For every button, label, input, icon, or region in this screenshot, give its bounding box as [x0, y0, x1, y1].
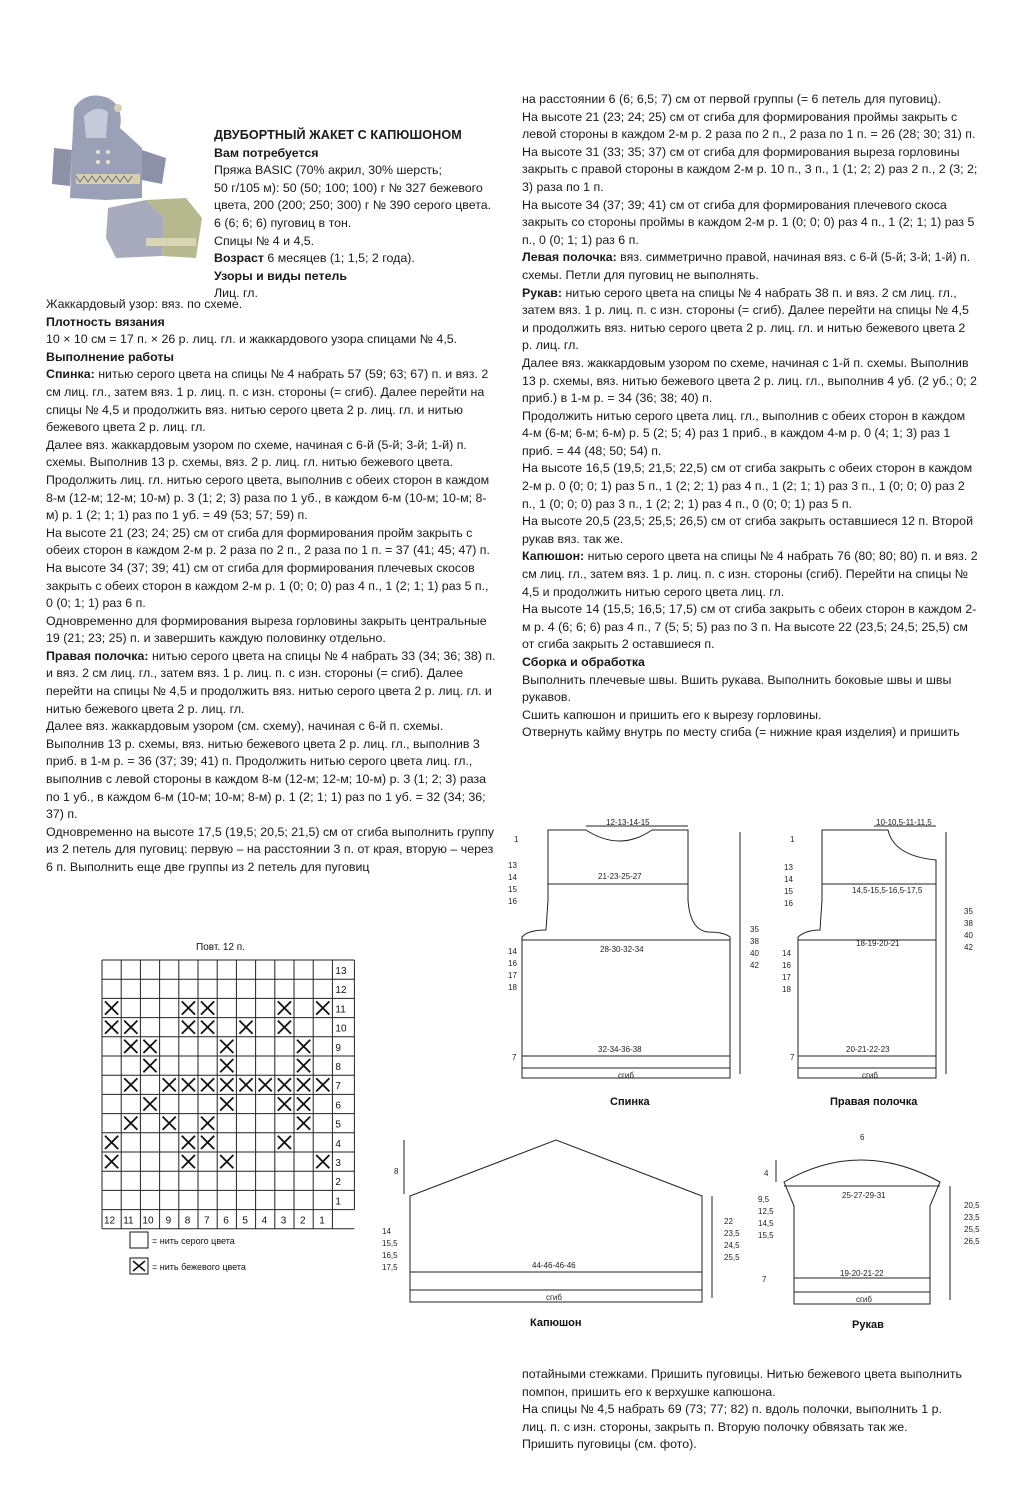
- hood-top-dim: 8: [394, 1167, 399, 1176]
- patterns-value: Лиц. гл.: [214, 286, 258, 301]
- hood-side-dim: 15,5: [382, 1239, 398, 1248]
- legend-gray-label: = нить серого цвета: [152, 1236, 235, 1246]
- paragraph: На спицы № 4,5 набрать 69 (73; 77; 82) п. вдоль полочки, выполнить 1 р. лиц. п. с изн. стороны, закрыть п. Вторую полочку обвязать так же.: [522, 1402, 942, 1434]
- beige-stitch-cell: [316, 1078, 329, 1091]
- paragraph-text: Отвернуть кайму внутрь по месту сгиба (= нижние края изделия) и пришить: [522, 725, 960, 740]
- chart-col-number: 1: [319, 1215, 325, 1227]
- back-caption: Спинка: [610, 1096, 650, 1108]
- legend-beige-label: = нить бежевого цвета: [152, 1262, 246, 1272]
- paragraph-text: Продолжить лиц. гл. нитью серого цвета, выполнив с обеих сторон в каждом 8-м (12-м; 12-м; 10-м) р. 3 (1; 2; 3) раза по 1 уб., в каждом 6-м (10-м; 10-м; 8-м) р. 1 (2; 1; 1) раз по 1 уб. = 49 (53; 57; 59) п.: [46, 472, 490, 523]
- beige-stitch-cell: [182, 1136, 195, 1149]
- front-height-dim: 42: [964, 943, 973, 952]
- chart-col-number: 2: [300, 1215, 306, 1227]
- chart-col-number: 12: [104, 1215, 116, 1227]
- paragraph-text: На высоте 21 (23; 24; 25) см от сгиба для формирования проймы закрыть с левой стороны в каждом 2-м р. 2 раза по 2 п., 2 раза по 1 п. = 26 (28; 30; 31) п.: [522, 109, 976, 142]
- yarn-line: Пряжа BASIC (70% акрил, 30% шерсть;: [214, 163, 442, 178]
- back-left-top: 1: [514, 835, 519, 844]
- section-heading: Капюшон:: [522, 549, 585, 564]
- paragraph-text: Далее вяз. жаккардовым узором (см. схему), начиная с 6-й п. схемы. Выполнив 13 р. схемы, вяз. нитью бежевого цвета 2 р. лиц. гл., выполнив 3 приб. в 1-м р. = 36 (37; 39; 41) п. Продолжить нитью серого цвета лиц. гл., выполнив с левой стороны в каждом 8-м (12-м; 12-м; 10-м) р. 3 (1; 2; 3) раза по 1 уб., в каждом 6-м (10-м; 10-м; 8-м) р. 1 (2; 1; 1) раз по 1 уб. = 32 (34; 36; 37) п.: [46, 719, 487, 822]
- sleeve-upper-dim: 25-27-29-31: [842, 1191, 886, 1200]
- sleeve-cap-dim: 4: [764, 1169, 769, 1178]
- front-mid-dim: 18-19-20-21: [856, 939, 900, 948]
- sleeve-labels: [758, 1133, 980, 1331]
- back-height-dim: 35: [750, 925, 759, 934]
- materials-heading: Вам потребуется: [214, 145, 319, 160]
- sleeve-height-dim: 25,5: [964, 1225, 980, 1234]
- beige-stitch-cell: [124, 1040, 137, 1053]
- chart-col-number: 5: [242, 1215, 248, 1227]
- beige-stitch-cell: [182, 1155, 195, 1168]
- front-left-top: 1: [790, 835, 795, 844]
- back-side-dim: 16: [508, 959, 517, 968]
- hood-side-dim: 14: [382, 1227, 391, 1236]
- hood-height-dim: 23,5: [724, 1229, 740, 1238]
- beige-stitch-cell: [220, 1040, 233, 1053]
- sleeve-caption: Рукав: [852, 1319, 884, 1331]
- hood-caption: Капюшон: [530, 1317, 582, 1329]
- back-top-dim: 12-13-14-15: [606, 818, 650, 827]
- beige-stitch-cell: [201, 1001, 214, 1014]
- back-arm-dim: 13: [508, 861, 517, 870]
- back-height-dim: 42: [750, 961, 759, 970]
- front-fold-label: сгиб: [862, 1071, 878, 1080]
- beige-stitch-cell: [220, 1059, 233, 1072]
- beige-stitch-cell: [105, 1001, 118, 1014]
- front-upper-dim: 14,5-15,5-16,5-17,5: [852, 886, 923, 895]
- beige-stitch-cell: [143, 1040, 156, 1053]
- beige-stitch-cell: [278, 1001, 291, 1014]
- chart-legend: [130, 1232, 246, 1274]
- hood-height-dim: 25,5: [724, 1253, 740, 1262]
- paragraph-text: На высоте 34 (37; 39; 41) см от сгиба для формирования плечевых скосов закрыть с обеих сторон в каждом 2-м р. 1 (0; 0; 0) раз 4 п., 1 (2; 1; 1) раз 5 п., 0 (0; 1; 1) раз 6 п.: [46, 560, 489, 611]
- beige-stitch-cell: [163, 1117, 176, 1130]
- beige-stitch-cell: [297, 1040, 310, 1053]
- section-heading: Левая полочка:: [522, 250, 617, 265]
- paragraph-text: Далее вяз. жаккардовым узором по схеме, начиная с 6-й (5-й; 3-й; 1-й) п. схемы. Выполнив 13 р. схемы, вяз. 2 р. лиц. гл. нитью бежевого цвета.: [46, 437, 467, 470]
- sleeve-height-dim: 20,5: [964, 1201, 980, 1210]
- beige-stitch-cell: [143, 1097, 156, 1110]
- beige-stitch-cell: [143, 1059, 156, 1072]
- hood-side-dim: 16,5: [382, 1251, 398, 1260]
- back-upper-dim: 21-23-25-27: [598, 872, 642, 881]
- section-heading: Плотность вязания: [46, 314, 165, 329]
- sleeve-schematic: [776, 1160, 950, 1304]
- beige-stitch-cell: [316, 1155, 329, 1168]
- buttons-line: 6 (6; 6; 6) пуговиц в тон.: [214, 215, 352, 230]
- paragraph: Пришить пуговицы (см. фото).: [522, 1437, 697, 1452]
- patterns-heading: Узоры и виды петель: [214, 268, 347, 283]
- section-heading: Рукав:: [522, 285, 562, 300]
- chart-row-number: 11: [335, 1004, 346, 1016]
- chart-row-number: 3: [335, 1158, 341, 1169]
- chart-row-number: 13: [335, 966, 347, 977]
- section-heading: Выполнение работы: [46, 349, 174, 364]
- paragraph-text: нитью серого цвета на спицы № 4 набрать 33 (34; 36; 38) п. и вяз. 2 см лиц. гл., затем вяз. 1 р. лиц. п. с изн. стороны (= сгиб). Далее перейти на спицы № 4,5 и продолжить вяз. нитью серого цвета 2 р. лиц. гл. и нитью бежевого цвета 2 р. лиц. гл.: [46, 648, 496, 716]
- sleeve-height-dim: 23,5: [964, 1213, 980, 1222]
- beige-stitch-cell: [201, 1117, 214, 1130]
- front-hem-dim: 7: [790, 1053, 795, 1062]
- beige-stitch-cell: [220, 1097, 233, 1110]
- beige-stitch-cell: [239, 1021, 252, 1034]
- chart-col-number: 6: [223, 1215, 229, 1227]
- beige-stitch-cell: [182, 1021, 195, 1034]
- sleeve-side-dim: 15,5: [758, 1231, 774, 1240]
- back-arm-dim: 16: [508, 897, 517, 906]
- beige-stitch-cell: [278, 1021, 291, 1034]
- chart-row-number: 8: [335, 1062, 341, 1073]
- chart-col-number: 3: [280, 1215, 287, 1227]
- chart-col-number: 11: [123, 1215, 134, 1227]
- paragraph-text: На высоте 16,5 (19,5; 21,5; 22,5) см от сгиба закрыть с обеих сторон в каждом 2-м р. 0 (0; 0; 1) раз 5 п., 1 (2; 2; 1) раз 4 п., 1 (2; 1; 1) раз 3 п., 1 (0; 0; 0) раз 2 п., 1 (0; 0; 0) раз 3 п., 1 (2; 2; 1) раз 4 п., 0 (0; 0; 1) раз 5 п.: [522, 461, 973, 511]
- front-side-dim: 14: [782, 949, 791, 958]
- front-height-dim: 35: [964, 907, 973, 916]
- hood-bottom-dim: 44-46-46-46: [532, 1261, 576, 1270]
- beige-stitch-cell: [297, 1117, 310, 1130]
- hood-height-dim: 24,5: [724, 1241, 740, 1250]
- beige-stitch-cell: [278, 1097, 291, 1110]
- chart-col-number: 7: [204, 1215, 210, 1227]
- paragraph-text: 10 × 10 см = 17 п. × 26 р. лиц. гл. и жаккардового узора спицами № 4,5.: [46, 332, 458, 347]
- chart-repeat-label: Повт. 12 п.: [196, 942, 245, 953]
- front-height-dim: 40: [964, 931, 973, 940]
- gray-swatch: [130, 1232, 148, 1248]
- sleeve-height-dim: 26,5: [964, 1237, 980, 1246]
- chart-row-number: 12: [335, 985, 347, 997]
- front-arm-dim: 15: [784, 887, 793, 896]
- section-heading: Спинка:: [46, 367, 95, 382]
- front-top-dim: 10-10,5-11-11,5: [876, 818, 932, 827]
- sleeve-side-dim: 14,5: [758, 1219, 774, 1228]
- page-title: ДВУБОРТНЫЙ ЖАКЕТ С КАПЮШОНОМ: [214, 128, 462, 142]
- paragraph-text: На высоте 20,5 (23,5; 25,5; 26,5) см от сгиба закрыть оставшиеся 12 п. Второй рукав вяз. так же.: [522, 514, 973, 546]
- paragraph-text: нитью серого цвета на спицы № 4 набрать 38 п. и вяз. 2 см лиц. гл., затем вяз. 1 р. лиц. п. с изн. стороны (= сгиб). Далее перейти на спицы № 4,5 и продолжить вяз. нитью серого цвета 2 р. лиц. гл. и нитью бежевого цвета 2 р. лиц. гл.: [522, 285, 969, 353]
- front-arm-dim: 16: [784, 899, 793, 908]
- back-side-dim: 14: [508, 947, 517, 956]
- beige-stitch-cell: [182, 1001, 195, 1014]
- paragraph-text: нитью серого цвета на спицы № 4 набрать 57 (59; 63; 67) п. и вяз. 2 см лиц. гл., затем вяз. 1 р. лиц. п. с изн. стороны (= сгиб). Далее перейти на спицы № 4,5 и продолжить вяз. нитью серого цвета 2 р. лиц. гл. и нитью бежевого цвета 2 р. лиц. гл.: [46, 367, 489, 435]
- front-caption: Правая полочка: [830, 1096, 918, 1108]
- paragraph: потайными стежками. Пришить пуговицы. Нитью бежевого цвета выполнить помпон, пришить его к верхушке капюшона.: [522, 1367, 962, 1399]
- age-value: 6 месяцев (1; 1,5; 2 года).: [263, 251, 415, 266]
- beige-stitch-cell: [297, 1078, 310, 1091]
- sleeve-side-dim: 12,5: [758, 1207, 774, 1216]
- chart-row-number: 7: [335, 1081, 341, 1093]
- chart-row-number: 5: [335, 1119, 341, 1131]
- paragraph-text: На высоте 34 (37; 39; 41) см от сгиба для формирования плечевого скоса закрыть со стороны проймы в каждом 2-м р. 1 (0; 0; 0) раз 4 п., 1 (2; 1; 1) раз 5 п., 0 (0; 1; 1) раз 6 п.: [522, 197, 975, 247]
- paragraph-text: нитью серого цвета на спицы № 4 набрать 76 (80; 80; 80) п. и вяз. 2 см лиц. гл., затем вяз. 1 р. лиц. п. с изн. стороны (сгиб). Перейти на спицы № 4,5 и продолжить нитью серого цвета лиц. гл.: [522, 549, 978, 599]
- back-labels: [508, 818, 759, 1108]
- section-heading: Сборка и обработка: [522, 655, 645, 669]
- beige-stitch-cell: [105, 1021, 118, 1034]
- paragraph-text: Одновременно на высоте 17,5 (19,5; 20,5; 21,5) см от сгиба выполнить группу из 2 петель для пуговиц: первую – на расстоянии 3 п. от края, вторую – через 6 п. Выполнить еще две группы из 2 петель для пуговиц: [46, 824, 495, 874]
- back-arm-dim: 15: [508, 885, 517, 894]
- beige-stitch-cell: [297, 1097, 310, 1110]
- front-side-dim: 18: [782, 985, 791, 994]
- beige-stitch-cell: [239, 1078, 252, 1091]
- beige-stitch-cell: [278, 1078, 291, 1091]
- back-height-dim: 38: [750, 937, 759, 946]
- back-bottom-dim: 32-34-36-38: [598, 1045, 642, 1054]
- back-arm-dim: 14: [508, 873, 517, 882]
- chart-col-number: 8: [184, 1215, 191, 1227]
- paragraph-text: Далее вяз. жаккардовым узором по схеме, начиная с 1-й п. схемы. Выполнив 13 р. схемы, вяз. нитью бежевого цвета 2 р. лиц. гл., выполнив 4 уб. (2 уб.; 0; 2 приб.) в 1-м р. = 34 (36; 38; 40) п.: [522, 355, 977, 406]
- back-height-dim: 40: [750, 949, 759, 958]
- hood-fold-label: сгиб: [546, 1293, 562, 1302]
- section-heading: Правая полочка:: [46, 648, 149, 663]
- sleeve-bottom-dim: 19-20-21-22: [840, 1269, 884, 1278]
- front-side-dim: 17: [782, 973, 791, 982]
- hood-side-dim: 17,5: [382, 1263, 398, 1272]
- beige-stitch-cell: [124, 1117, 137, 1130]
- front-labels: [782, 818, 973, 1108]
- hood-height-dim: 22: [724, 1217, 733, 1226]
- beige-stitch-cell: [182, 1078, 195, 1091]
- beige-stitch-cell: [201, 1021, 214, 1034]
- front-arm-dim: 13: [784, 863, 793, 872]
- chart-col-number: 10: [142, 1215, 154, 1227]
- beige-stitch-cell: [316, 1001, 329, 1014]
- jacquard-chart: [102, 942, 354, 1229]
- back-side-dim: 17: [508, 971, 517, 980]
- paragraph-text: На высоте 14 (15,5; 16,5; 17,5) см от сгиба закрыть с обеих сторон в каждом 2-м р. 4 (6; 6; 6) раз 4 п., 7 (5; 5; 5) раз по 3 п. На высоте 22 (23,5; 24,5; 25,5) см от сгиба закрыть 2 оставшиеся п.: [522, 602, 977, 652]
- chart-col-number: 4: [261, 1215, 268, 1227]
- sleeve-top-dim: 6: [860, 1133, 865, 1142]
- chart-row-number: 2: [335, 1177, 341, 1189]
- front-bottom-dim: 20-21-22-23: [846, 1045, 890, 1054]
- hood-schematic: [404, 1140, 712, 1302]
- chart-row-number: 10: [335, 1023, 347, 1035]
- beige-stitch-cell: [163, 1078, 176, 1091]
- chart-row-number: 4: [335, 1138, 341, 1150]
- beige-stitch-cell: [220, 1155, 233, 1168]
- back-side-dim: 18: [508, 983, 517, 992]
- yarn-line: цвета, 200 (200; 250; 300) г № 390 серого цвета.: [214, 198, 492, 213]
- sleeve-hem-dim: 7: [762, 1275, 767, 1284]
- beige-stitch-cell: [105, 1136, 118, 1149]
- back-fold-label: сгиб: [618, 1071, 634, 1080]
- back-hem-dim: 7: [512, 1053, 517, 1062]
- hood-labels: [382, 1167, 740, 1329]
- beige-stitch-cell: [259, 1078, 272, 1091]
- beige-stitch-cell: [201, 1136, 214, 1149]
- front-height-dim: 38: [964, 919, 973, 928]
- front-schematic: [798, 826, 946, 1078]
- front-side-dim: 16: [782, 961, 791, 970]
- chart-row-number: 1: [335, 1196, 341, 1208]
- paragraph-text: на расстоянии 6 (6; 6,5; 7) см от первой группы (= 6 петель для пуговиц).: [522, 92, 942, 106]
- needles-line: Спицы № 4 и 4,5.: [214, 233, 315, 248]
- paragraph-text: Выполнить плечевые швы. Вшить рукава. Выполнить боковые швы и швы рукавов.: [522, 672, 952, 705]
- beige-stitch-cell: [297, 1059, 310, 1072]
- beige-stitch-cell: [124, 1078, 137, 1091]
- beige-stitch-cell: [278, 1136, 291, 1149]
- sleeve-side-dim: 9,5: [758, 1195, 770, 1204]
- beige-stitch-cell: [105, 1155, 118, 1168]
- paragraph-text: Сшить капюшон и пришить его к вырезу горловины.: [522, 707, 822, 722]
- beige-stitch-cell: [220, 1078, 233, 1091]
- paragraph-text: Одновременно для формирования выреза горловины закрыть центральные 19 (21; 23; 25) п. и завершить каждую половинку отдельно.: [46, 613, 487, 646]
- chart-row-number: 9: [335, 1042, 341, 1054]
- paragraph-text: На высоте 31 (33; 35; 37) см от сгиба для формирования выреза горловины закрыть с правой стороны в каждом 2-м р. 10 п., 3 п., 1 (1; 2; 2) раз 2 п., 2 (3; 2; 3) раза по 1 п.: [522, 144, 978, 194]
- chart-col-number: 9: [165, 1215, 172, 1227]
- paragraph-text: Продолжить нитью серого цвета лиц. гл., выполнив с обеих сторон в каждом 4-м (6-м; 6-м; 6-м) р. 5 (2; 5; 4) раз 1 приб., в каждом 4-м р. 0 (4; 1; 3) раз 1 приб. = 44 (48; 50; 54) п.: [522, 408, 966, 458]
- front-arm-dim: 14: [784, 875, 793, 884]
- yarn-line: 50 г/105 м): 50 (50; 100; 100) г № 327 бежевого: [214, 180, 483, 195]
- paragraph-text: Жаккардовый узор: вяз. по схеме.: [46, 297, 243, 311]
- sleeve-fold-label: сгиб: [856, 1295, 872, 1304]
- chart-row-number: 6: [335, 1100, 341, 1112]
- back-mid-dim: 28-30-32-34: [600, 945, 644, 954]
- beige-stitch-cell: [124, 1021, 137, 1034]
- beige-stitch-cell: [201, 1078, 214, 1091]
- age-label: Возраст: [214, 251, 264, 266]
- paragraph-text: На высоте 21 (23; 24; 25) см от сгиба для формирования пройм закрыть с обеих сторон в каждом 2-м р. 2 раза по 2 п., 2 раза по 1 п. = 37 (41; 45; 47) п.: [46, 525, 490, 558]
- paragraph-text: вяз. симметрично правой, начиная вяз. с 6-й (5-й; 3-й; 1-й) п. схемы. Петли для пуговиц не выполнять.: [522, 250, 971, 282]
